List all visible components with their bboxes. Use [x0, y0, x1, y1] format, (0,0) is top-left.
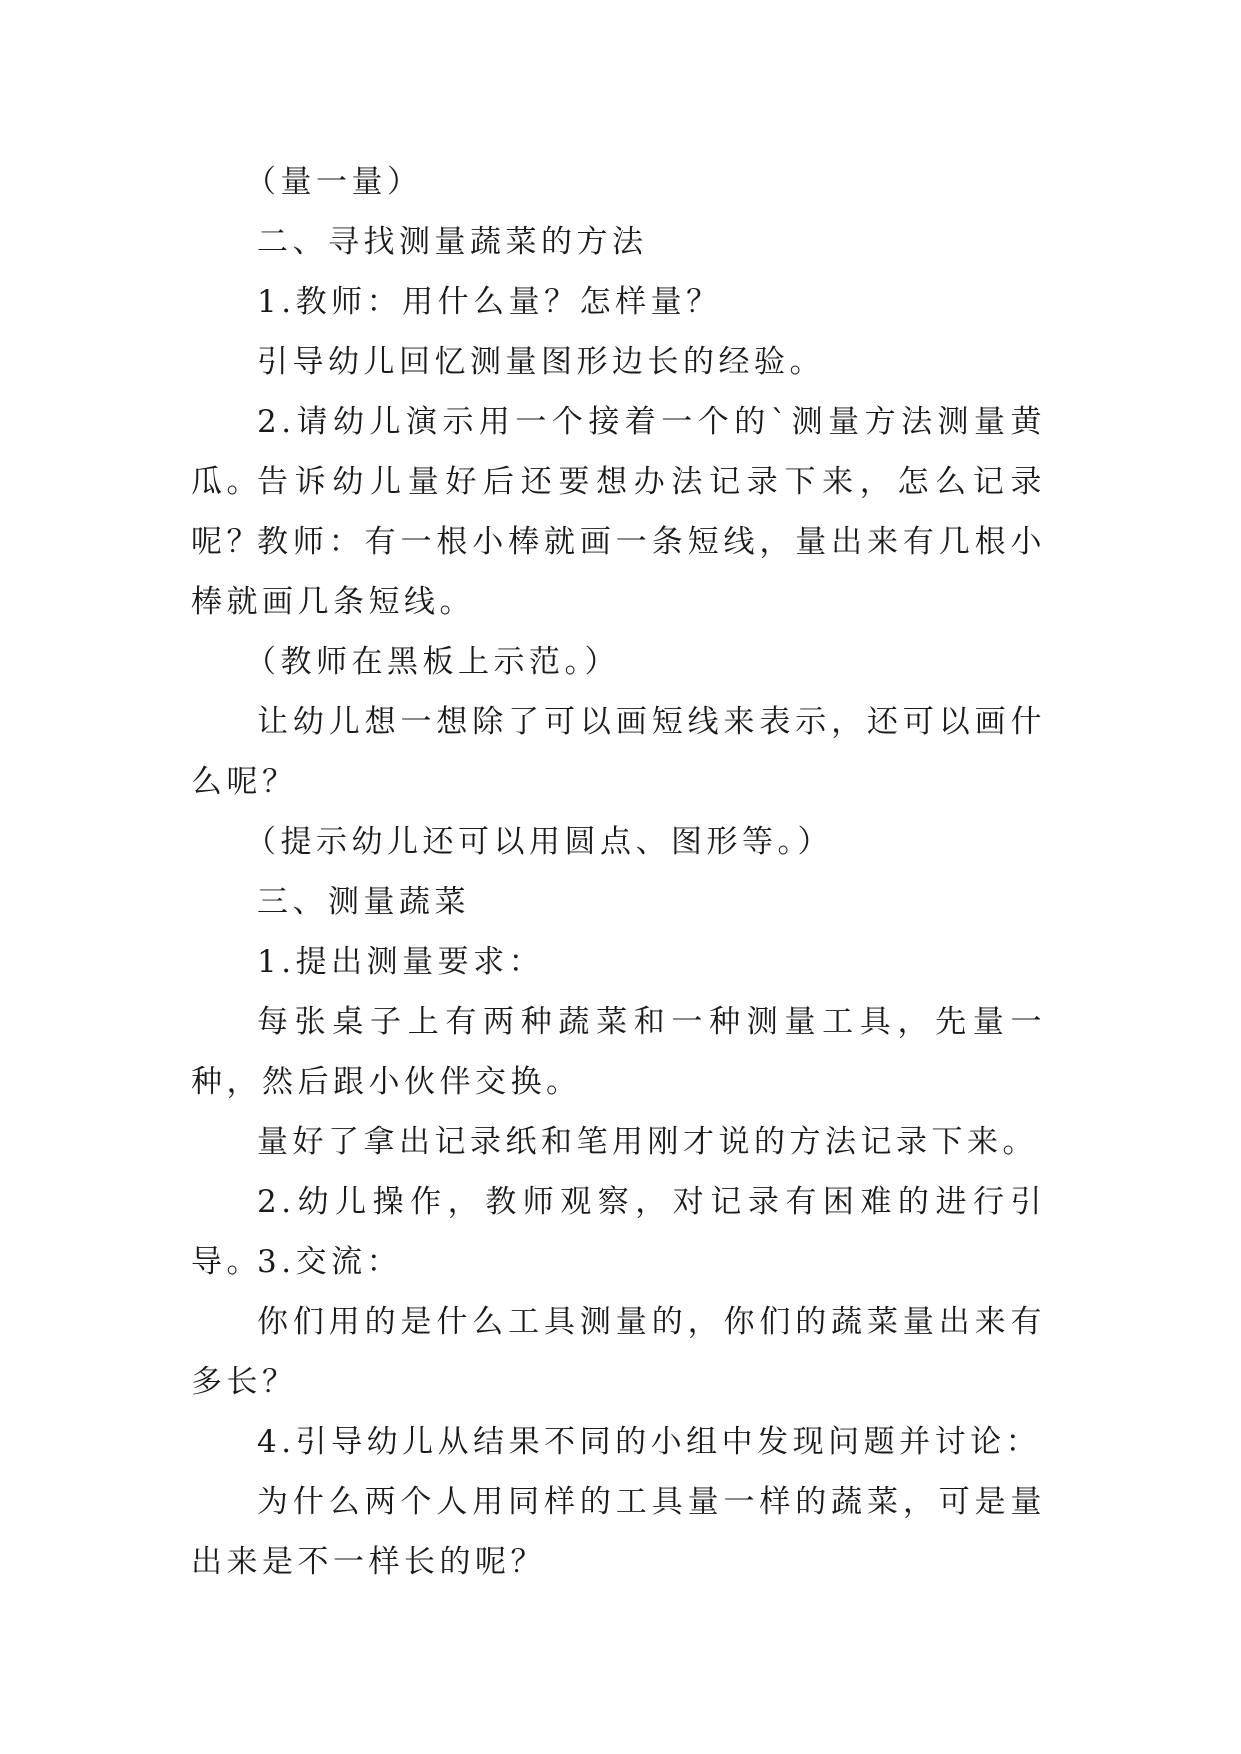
paragraph-text: 让幼儿想一想除了可以画短线来表示，还可以画什么呢？ [191, 704, 1046, 800]
section-heading-2: 二、寻找测量蔬菜的方法 [257, 224, 648, 260]
paragraph-text: 你们用的是什么工具测量的，你们的蔬菜量出来有多长？ [191, 1304, 1046, 1400]
paragraph-item: 2.请幼儿演示用一个接着一个的`测量方法测量黄瓜。 [191, 404, 1046, 500]
paragraph-item: 4.引导幼儿从结果不同的小组中发现问题并讨论： [257, 1424, 1042, 1460]
paragraph-item: 1.提出测量要求： [257, 944, 545, 980]
paragraph-measure-heading: （量一量） [245, 164, 423, 200]
section-heading-3: 三、测量蔬菜 [257, 884, 470, 920]
paragraph-text: 量好了拿出记录纸和笔用刚才说的方法记录下来。 [257, 1124, 1038, 1160]
paragraph-text: 每张桌子上有两种蔬菜和一种测量工具，先量一种，然后跟小伙伴交换。 [191, 1004, 1046, 1100]
paragraph-note: （教师在黑板上示范。） [245, 644, 620, 680]
paragraph-text: 教师：有一根小棒就画一条短线，量出来有几根小棒就画几条短线。 [191, 524, 1046, 620]
paragraph-item: 1.教师：用什么量？怎样量？ [257, 284, 722, 320]
paragraph-item: 2.幼儿操作，教师观察，对记录有困难的进行引导。 [191, 1184, 1046, 1280]
paragraph-text: 为什么两个人用同样的工具量一样的蔬菜，可是量出来是不一样长的呢？ [191, 1484, 1046, 1580]
paragraph-note: （提示幼儿还可以用圆点、图形等。） [245, 824, 833, 860]
paragraph-item: 3.交流： [257, 1244, 403, 1280]
paragraph-text: 告诉幼儿量好后还要想办法记录下来，怎么记录呢？ [191, 464, 1046, 560]
paragraph-text: 引导幼儿回忆测量图形边长的经验。 [257, 344, 825, 380]
